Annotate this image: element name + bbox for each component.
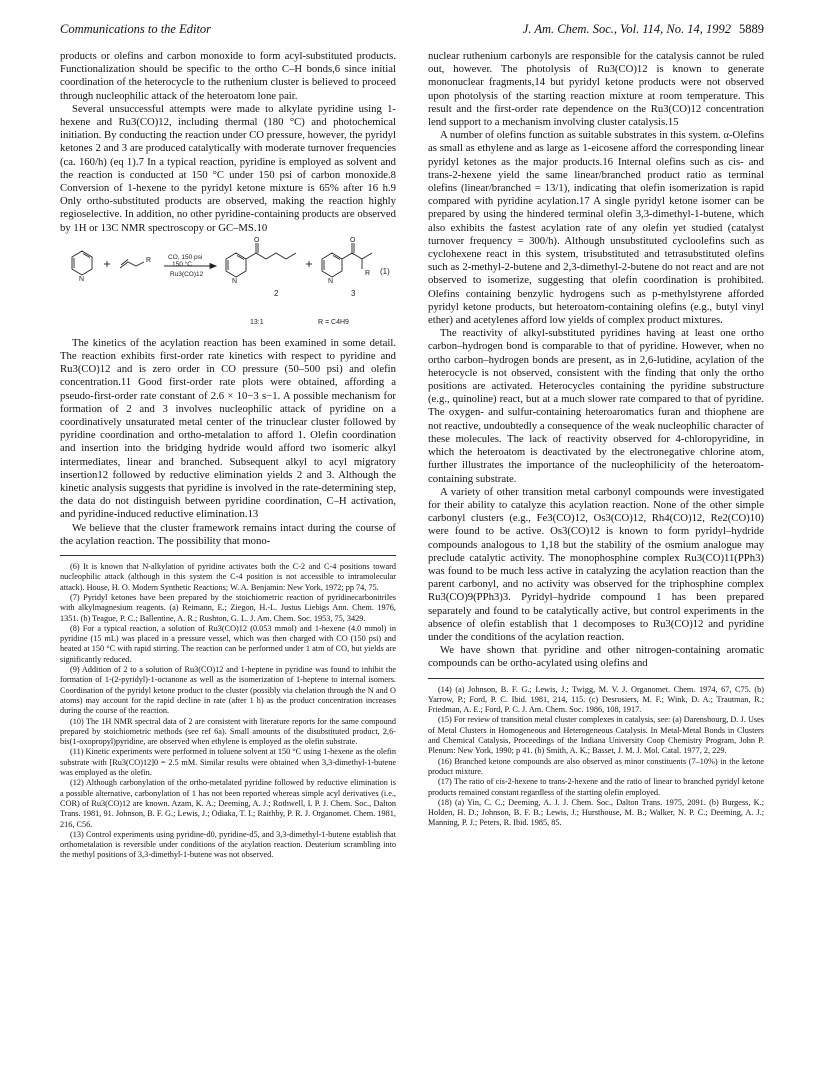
footnote: (10) The 1H NMR spectral data of 2 are consistent with literature reports for the same compound prepared by stoichiometric methods (see ref 6a). Small amounts of the disubstituted product, 2,6-bis(1-oxopropyl)pyridine, are observed when ethylene is employed as the olefin substrate. <box>60 716 396 747</box>
body-paragraph: The kinetics of the acylation reaction has been examined in some detail. The reaction exhibits first-order rate kinetics with respect to pyridine and Ru3(CO)12 and is zero order in CO pressure (50–500 psi) and olefin concentration.11 Good first-order rate plots were obtained, affording a pseudo-first-order rate constant of 2.6 × 10−3 s−1. A possible mechanism for formation of 2 and 3 involves nucleophilic attack of pyridine on a coordinatively unsaturated metal center of the trinuclear cluster followed by pyridine coordination and ortho-metalation to afford 1. Olefin coordination and insertion into the bridging hydride would afford two isomeric alkyl intermediates, linear and branched. Subsequent alkyl to acyl migratory insertion12 followed by reductive elimination yields 2 and 3. Although the kinetic analysis suggests that pyridine is involved in the rate-determining step, the data do not distinguish between pyridine coordination, C–H activation, and pyridine-induced reductive elimination.13 <box>60 336 396 521</box>
body-paragraph: A number of olefins function as suitable substrates in this system. α-Olefins as small as ethylene and as large as 1-eicosene afford the corresponding linear pyridyl ketones as the major products.16 Internal olefins such as cis- and trans-2-hexene yield the same linear/branched product ratio as terminal olefins (linear/branched = 13/1), indicating that olefin isomerization is rapid compared with pyridine acylation.17 A single pyridyl ketone isomer can be prepared by using the hindered terminal olefin 3,3-dimethyl-1-butene, which also exhibits the fastest acylation rate of any olefin yet studied (catalyst turnover frequency = 300/h). Although unsubstituted cycloolefins such as cyclohexene react in this system, trisubstituted and tetrasubstituted olefins such as 2-methyl-2-butene and 2,3-dimethyl-2-butene do not react and are not observed to isomerize, suggesting that olefin coordination is prohibited. Olefins containing benzylic hydrogens such as p-methylstyrene afforded pyridyl ketone products, but heteroatom-containing olefins (e.g., butyl vinyl ether) and acetylenes afford low yields of complex product mixtures. <box>428 129 764 327</box>
body-paragraph: nuclear ruthenium carbonyls are responsible for the catalysis cannot be ruled out, however. The photolysis of Ru3(CO)12 is known to generate mononuclear fragments,14 but pyridyl ketone products were not observed upon photolysis of the starting reaction mixture at room temperature. This result and the first-order rate dependence on the Ru3(CO)12 concentration lend support to a mechanism involving cluster catalysis.15 <box>428 50 764 129</box>
condition-pressure: CO, 150 psi <box>168 253 203 261</box>
ketone-chain-3 <box>342 253 372 259</box>
right-column <box>428 50 764 829</box>
footnote: (9) Addition of 2 to a solution of Ru3(CO)12 and 1-heptene in pyridine was found to inhibit the formation of 1-(2-pyridyl)-1-octanone as well as the isomerization of 1-heptene to internal isomers. Coordination of the pyridyl ketone product to the cluster (possibly via chelation through the N and O atoms) may account for the rapid decline in rate (after 1 h) as the product concentration increases during the course of the reaction. <box>60 665 396 716</box>
product-ratio: 13:1 <box>250 318 264 326</box>
footnote: (11) Kinetic experiments were performed in toluene solvent at 150 °C using 1-hexene as the olefin substrate with [Ru3(CO)12]0 = 2.5 mM. Similar results were obtained when 3,3-dimethyl-1-butene was employed as the olefin. <box>60 747 396 778</box>
footnote: (18) (a) Yin, C. C.; Deeming, A. J. J. Chem. Soc., Dalton Trans. 1975, 2091. (b) Burgess, K.; Holden, H. D.; Johnson, B. F. B.; Lewis, J.; Hursthouse, M. B.; Walker, N. P. C.; Deeming, A. J.; Manning, P. J.; Peters, R. Ibid. 1985, 85. <box>428 797 764 828</box>
body-paragraph: Several unsuccessful attempts were made to alkylate pyridine using 1-hexene and Ru3(CO)12, including thermal (180 °C) and photochemical initiation. By conducting the reaction under CO pressure, however, the pyridyl ketones 2 and 3 are produced catalytically with moderate turnover frequencies (ca. 160/h) (eq 1).7 In a typical reaction, pyridine is employed as solvent and the reaction is conducted at 150 °C under 150 psi of carbon monoxide.8 Conversion of 1-hexene to the pyridyl ketone mixture is 65% after 16 h.9 Only ortho-substituted products are observed, making the reaction highly regioselective. In addition, no other pyridine-containing products are observed by 1H or 13C NMR spectroscopy or GC–MS.10 <box>60 102 396 234</box>
footnote: (13) Control experiments using pyridine-d0, pyridine-d5, and 3,3-dimethyl-1-butene establish that orthometalation is reversible under conditions of the acylation reaction. Deuterium scrambling into the methyl positions of 3,3-dimethyl-1-butene was not observed. <box>60 829 396 860</box>
body-paragraph: products or olefins and carbon monoxide to form acyl-substituted products. Functionalization should be specific to the ortho C–H bonds,6 since initial coordination of the heterocycle to the ruthenium cluster is believed to proceed through nucleophilic attack of the heteroatom lone pair. <box>60 50 396 102</box>
o-atom-label: O <box>350 236 356 244</box>
body-paragraph: We believe that the cluster framework remains intact during the course of the acylation reaction. The possibility that mono- <box>60 521 396 547</box>
r-label: R <box>365 269 371 277</box>
compound-label-2: 2 <box>274 288 279 298</box>
ketone-chain-2 <box>246 253 296 259</box>
r-label: R <box>146 256 152 264</box>
footnote: (7) Pyridyl ketones have been prepared by the stoichiometric reaction of pyridinecarbonitriles with alkylmagnesium reagents. (a) Reimann, E.; Ziegon, H.-L. Justus Liebigs Ann. Chem. 1976, 1351. (b) Teague, P. C.; Ballentine, A. R.; Rushton, G. L. J. Am. Chem. Soc. 1953, 75, 3429. <box>60 592 396 623</box>
journal-name: J. Am. Chem. Soc., Vol. 114, No. 14, 1992 <box>522 22 731 36</box>
body-paragraph: A variety of other transition metal carbonyl compounds were investigated for their ability to catalyze this acylation reaction. None of the other simple carbonyl clusters (e.g., Fe3(CO)12, Os3(CO)12, Rh4(CO)12, Re2(CO)10) were found to be active. Os3(CO)12 is known to form pyridyl–hydride compounds analogous to 1,18 but the stability of the osmium analogue may preclude catalytic activity. The monophosphine complex Ru3(CO)11(PPh3) was found to be much less active in catalyzing the acylation reaction than the parent carbonyl, and no activity was observed for the triphosphine complex Ru3(CO)9(PPh3)3. Pyridyl–hydride compound 1 has been prepared separately and found to be catalytically active, but control experiments in the absence of olefin establish that 1 decomposes to Ru3(CO)12 and pyridine under the conditions of the acylation reaction. <box>428 485 764 643</box>
footnote: (14) (a) Johnson, B. F. G.; Lewis, J.; Twigg, M. V. J. Organomet. Chem. 1974, 67, C75. (b) Yarrow, P.; Ford, P. C. Ibid. 1981, 214, 115. (c) Desrosiers, M. F.; Wink, D. A.; Trautman, R.; Friedman, A. E.; Ford, P. C. J. Am. Chem. Soc. 1986, 108, 1917. <box>428 684 764 715</box>
footnote: (17) The ratio of cis-2-hexene to trans-2-hexene and the ratio of linear to branched pyridyl ketone products remained constant regardless of the starting olefin employed. <box>428 777 764 797</box>
n-atom-label: N <box>79 275 85 283</box>
page-number: 5889 <box>739 22 764 36</box>
footnote: (15) For review of transition metal cluster complexes in catalysis, see: (a) Darensbourg, D. J. Uses of Metal Clusters in Homogeneous and Heterogeneous Catalysis. In Metal-Metal Bonds in Clusters and Chemical Catalysis, Proceedings of the Indiana University Coop Chemistry Program, John P. Plenum: New York, 1990; p 41. (b) Smith, A. K.; Basset, J. M. J. Mol. Catal. 1977, 2, 229. <box>428 715 764 756</box>
pyridyl-ketone-3-ring <box>322 253 342 277</box>
journal-citation <box>424 22 764 37</box>
reaction-scheme <box>60 236 396 333</box>
o-atom-label: O <box>254 236 260 244</box>
footnote: (8) For a typical reaction, a solution of Ru3(CO)12 (0.053 mmol) and 1-hexene (4.0 mmol) in pyridine (15 mL) was placed in a pressure vessel, which was then charged with CO (150 psi) and heated at 150 °C with rapid stirring. The reaction can be performed under 1 atm of CO, but yields are significantly reduced. <box>60 623 396 664</box>
pyridyl-ketone-2-ring <box>226 253 246 277</box>
n-atom-label: N <box>328 277 334 285</box>
condition-catalyst: Ru3(CO)12 <box>170 270 204 278</box>
left-column <box>60 50 396 861</box>
running-header <box>0 22 820 42</box>
compound-label-3: 3 <box>351 288 356 298</box>
pyridine-ring <box>72 251 92 275</box>
equation-number: (1) <box>380 266 390 276</box>
r-group-definition: R = C4H9 <box>318 318 349 326</box>
footnote: (6) It is known that N-alkylation of pyridine activates both the C-2 and C-4 positions toward nucleophilic attack (although in this system the C-4 position is not accessible to intramolecular attack). House, H. O. Modern Synthetic Reactions; W. A. Benjamin: New York, 1972; pp 74, 75. <box>60 562 396 592</box>
body-paragraph: We have shown that pyridine and other nitrogen-containing aromatic compounds can be ortho-acylated using olefins and <box>428 644 764 670</box>
section-title: Communications to the Editor <box>60 22 212 36</box>
footnote-divider <box>428 678 764 679</box>
footnote: (16) Branched ketone compounds are also observed as minor constituents (7–10%) in the ketone product mixture. <box>428 756 764 776</box>
condition-temperature: 150 °C <box>172 260 192 268</box>
n-atom-label: N <box>232 277 238 285</box>
footnote: (12) Although carbonylation of the ortho-metalated pyridine followed by reductive elimination is a possible alternative, carbonylation of 1 has not been reported whereas simple acyl derivatives (i.e., COR) of Ru3(CO)12 are known. Azam, K. A.; Deeming, A. J.; Rothwell, I. P. J. Chem. Soc., Dalton Trans. 1981, 91. Johnson, B. F. G.; Lewis, J.; Odiaka, T. I.; Raithby, P. R. J. Organomet. Chem. 1981, 216, C56. <box>60 778 396 829</box>
body-paragraph: The reactivity of alkyl-substituted pyridines having at least one ortho carbon–hydrogen bond is comparable to that of pyridine. However, when no ortho carbon–hydrogen bonds are present, as in 2,6-lutidine, acylation of the heterocycle is not observed, consistent with the finding that only the ortho positions are activated. Heterocycles containing the pyridine substructure (e.g., quinoline) react, but at a much slower rate compared to that of pyridine. The oxygen- and sulfur-containing heteroaromatics furan and thiophene are not reactive, undoubtedly a consequence of the weak nucleophilic character of these molecules. The lack of reactivity observed for 4-chloropyridine, in which the heteroatom is deactivated by the electronegative chlorine atom, further illustrates the importance of the nucleophilicity of the heteroatom-containing substrate. <box>428 327 764 485</box>
footnote-divider <box>60 555 396 556</box>
